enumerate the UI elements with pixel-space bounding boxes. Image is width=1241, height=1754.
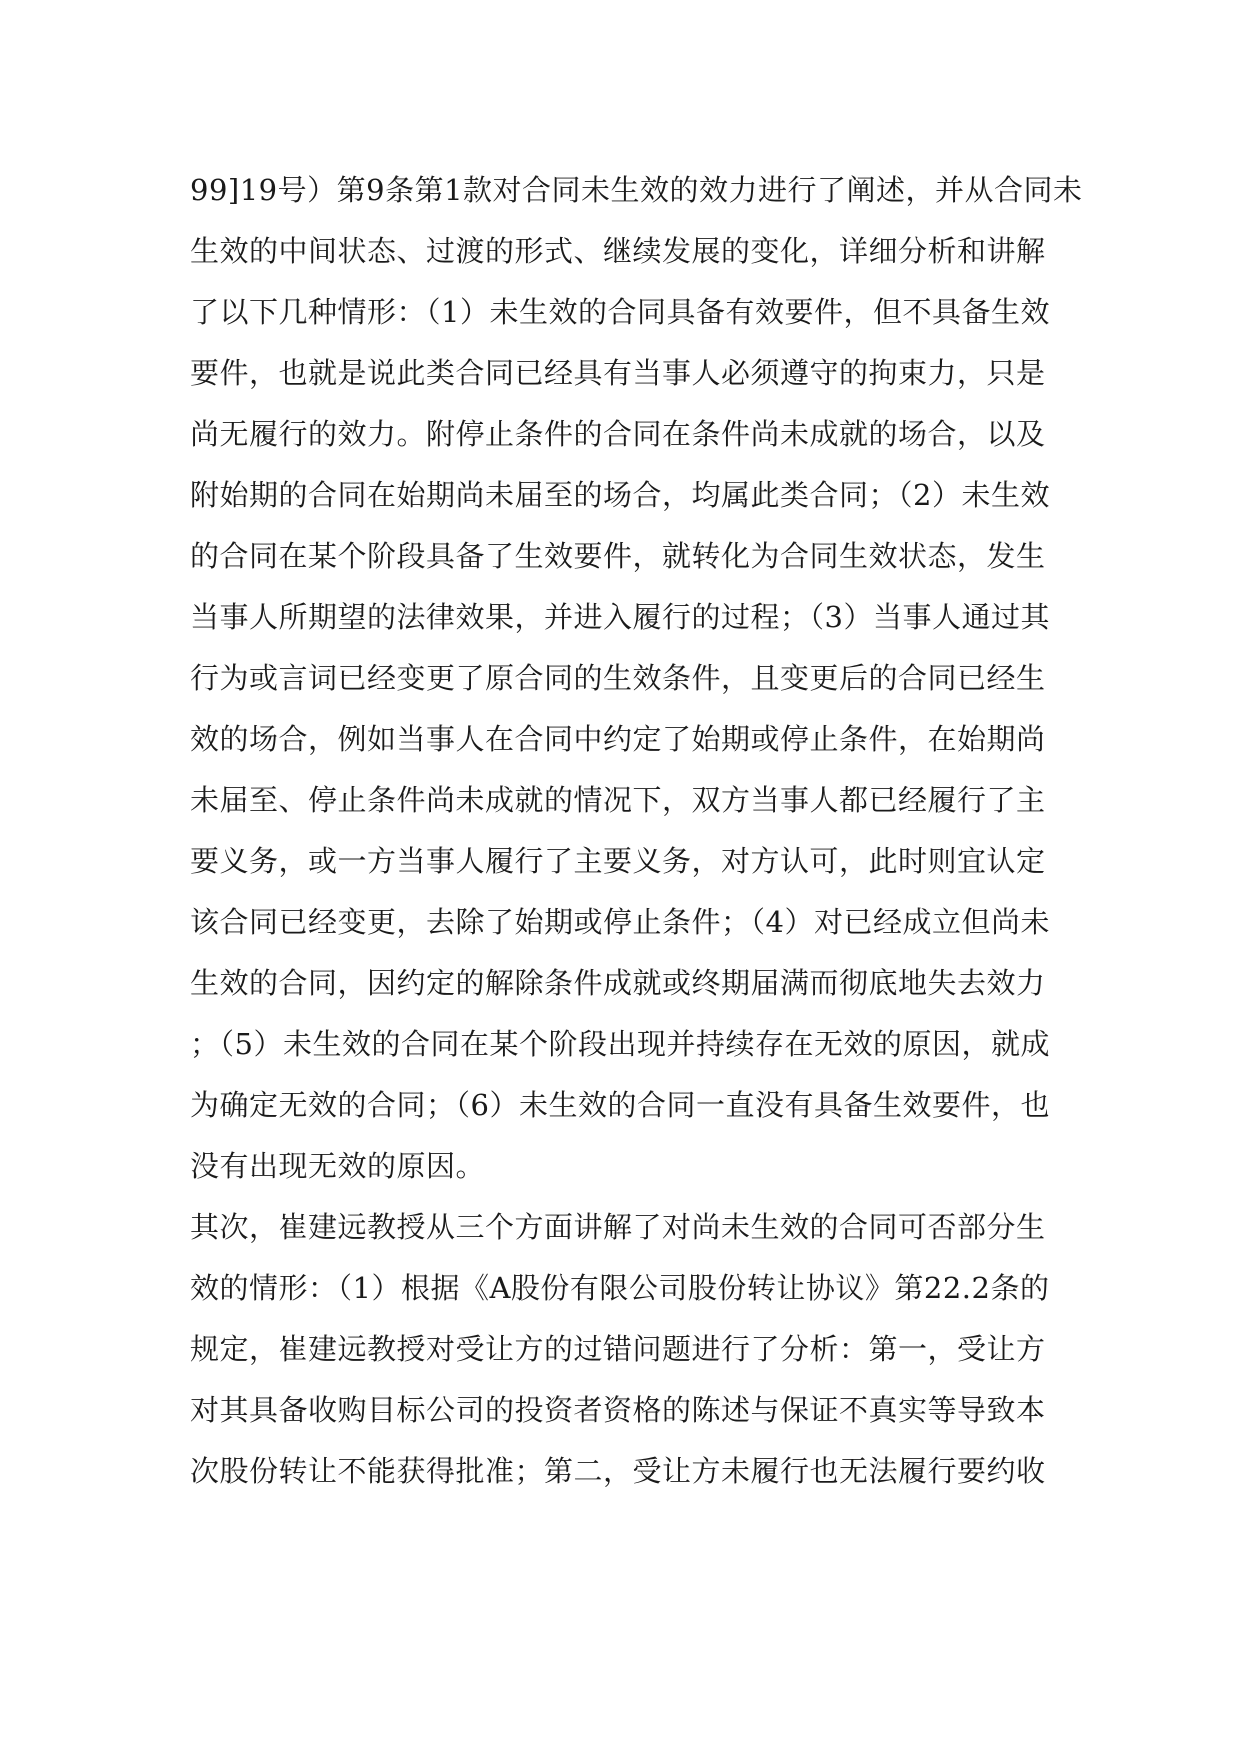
text-line: 生效的中间状态、过渡的形式、继续发展的变化，详细分析和讲解 — [190, 234, 1046, 268]
text-line: ；（5）未生效的合同在某个阶段出现并持续存在无效的原因，就成 — [190, 1027, 1050, 1061]
text-line: 尚无履行的效力。附停止条件的合同在条件尚未成就的场合，以及 — [190, 417, 1046, 451]
text-line: 规定，崔建远教授对受让方的过错问题进行了分析：第一，受让方 — [190, 1332, 1046, 1366]
text-line: 生效的合同，因约定的解除条件成就或终期届满而彻底地失去效力 — [190, 966, 1046, 1000]
text-line: 99]19号）第9条第1款对合同未生效的效力进行了阐述，并从合同未 — [190, 173, 1083, 207]
text-line: 未届至、停止条件尚未成就的情况下，双方当事人都已经履行了主 — [190, 783, 1046, 817]
text-line: 要义务，或一方当事人履行了主要义务，对方认可，此时则宜认定 — [190, 844, 1046, 878]
text-line: 次股份转让不能获得批准；第二，受让方未履行也无法履行要约收 — [190, 1454, 1046, 1488]
text-line: 当事人所期望的法律效果，并进入履行的过程；（3）当事人通过其 — [190, 600, 1050, 634]
text-line: 要件，也就是说此类合同已经具有当事人必须遵守的拘束力，只是 — [190, 356, 1046, 390]
text-line: 了以下几种情形：（1）未生效的合同具备有效要件，但不具备生效 — [190, 295, 1050, 329]
text-line: 为确定无效的合同；（6）未生效的合同一直没有具备生效要件，也 — [190, 1088, 1050, 1122]
body-text — [190, 160, 1083, 1502]
text-line: 的合同在某个阶段具备了生效要件，就转化为合同生效状态，发生 — [190, 539, 1046, 573]
text-line: 附始期的合同在始期尚未届至的场合，均属此类合同；（2）未生效 — [190, 478, 1050, 512]
text-line: 效的场合，例如当事人在合同中约定了始期或停止条件，在始期尚 — [190, 722, 1046, 756]
text-line: 其次，崔建远教授从三个方面讲解了对尚未生效的合同可否部分生 — [190, 1210, 1046, 1244]
text-line: 对其具备收购目标公司的投资者资格的陈述与保证不真实等导致本 — [190, 1393, 1046, 1427]
text-line: 该合同已经变更，去除了始期或停止条件；（4）对已经成立但尚未 — [190, 905, 1050, 939]
text-line: 效的情形：（1）根据《A股份有限公司股份转让协议》第22.2条的 — [190, 1271, 1050, 1305]
text-line: 行为或言词已经变更了原合同的生效条件，且变更后的合同已经生 — [190, 661, 1046, 695]
text-line: 没有出现无效的原因。 — [190, 1149, 486, 1183]
